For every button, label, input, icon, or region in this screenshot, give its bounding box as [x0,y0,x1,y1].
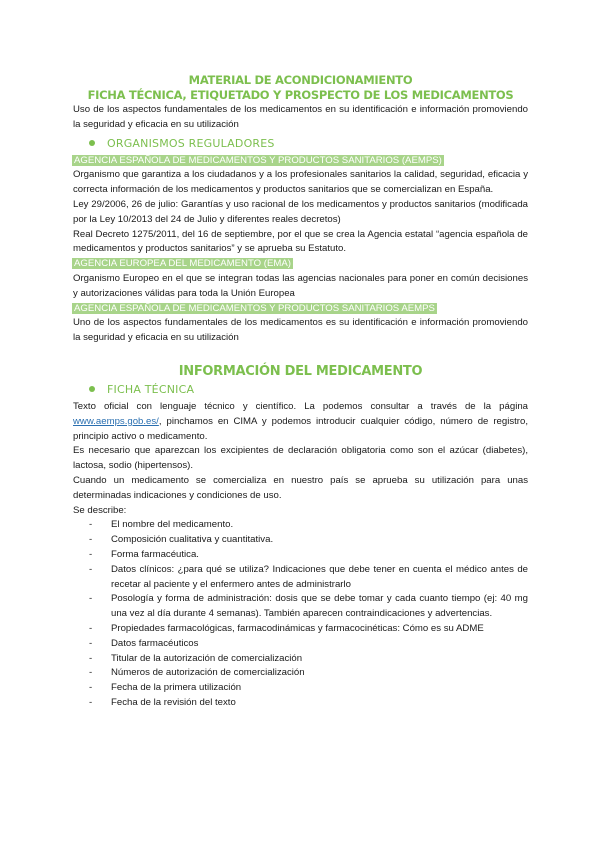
aemps-paragraph: Organismo que garantiza a los ciudadanos y a los profesionales sanitarios la calidad, seguridad, eficacia y correcta información de los medicamentos y productos sanitarios que se comercializan en España. [73,169,528,196]
comercializa-paragraph: Cuando un medicamento se comercializa en nuestro país se aprueba su utilización para unas determinadas indicaciones y condiciones de uso. [73,474,528,501]
intro-paragraph: Uso de los aspectos fundamentales de los medicamentos en su identificación e información promoviendo la seguridad y eficacia en su utilización [73,104,528,130]
info-section-title: INFORMACIÓN DEL MEDICAMENTO [178,363,423,379]
aemps-label: AGENCIA ESPAÑOLA DE MEDICAMENTOS Y PRODUCTOS SANITARIOS (AEMPS) [74,154,442,166]
section-ficha-heading [89,383,528,396]
ficha-paragraph [73,400,528,444]
excipientes-paragraph: Es necesario que aparezcan los excipientes de declaración obligatoria como son el azúcar (diabetes), lactosa, sodio (hipertensos). [73,445,528,472]
list-item: - Titular de la autorización de comercialización [73,652,528,667]
ema-label-line [73,257,528,272]
ficha-text-before: Texto oficial con lenguaje técnico y científico. La podemos consultar a través de la página [73,400,528,412]
ley-paragraph: Ley 29/2006, 26 de julio: Garantías y uso racional de los medicamentos y productos sanitarios (modificada por la Ley 10/2013 del 24 de Julio y diferentes reales decretos) [73,198,528,225]
ficha-heading-label: FICHA TÉCNICA [107,382,195,396]
aemps2-label: AGENCIA ESPAÑOLA DE MEDICAMENTOS Y PRODUCTOS SANITARIOS AEMPS [74,302,435,314]
document-subtitle: FICHA TÉCNICA, ETIQUETADO Y PROSPECTO DE LOS MEDICAMENTOS [87,88,514,102]
describe-list [73,518,528,710]
section-spacer [73,346,528,364]
list-item: - Forma farmacéutica. [73,548,528,563]
describe-label: Se describe: [73,504,127,516]
real-decreto-paragraph: Real Decreto 1275/2011, del 16 de septiembre, por el que se crea la Agencia estatal “agencia española de medicamentos y productos sanitarios” y se aprueba su Estatuto. [73,228,528,255]
list-item: - Fecha de la revisión del texto [73,696,528,711]
aemps-label-line [73,154,528,169]
list-item: - Composición cualitativa y cuantitativa. [73,533,528,548]
list-item: - Datos farmacéuticos [73,637,528,652]
list-item: - Números de autorización de comercialización [73,666,528,681]
document-content [73,73,528,711]
list-item: - Propiedades farmacológicas, farmacodinámicas y farmacocinéticas: Cómo es su ADME [73,622,528,637]
list-item: - Datos clínicos: ¿para qué se utiliza? Indicaciones que debe tener en cuenta el médico antes de recetar al paciente y el enfermero antes de administrarlo [73,563,528,593]
list-item: - Fecha de la primera utilización [73,681,528,696]
ema-paragraph: Organismo Europeo en el que se integran todas las agencias nacionales para poner en común decisiones y autorizaciones válidas para toda la Unión Europea [73,272,528,299]
aemps-link[interactable]: www.aemps.gob.es/ [73,415,159,427]
list-item: - Posología y forma de administración: dosis que se debe tomar y cada cuanto tiempo (ej: 40 mg una vez al día durante 4 semanas). También aparecen contraindicaciones y advertencias. [73,592,528,622]
aemps2-label-line [73,302,528,317]
aemps2-paragraph: Uno de los aspectos fundamentales de los medicamentos es su identificación e información promoviendo la seguridad y eficacia en su utilización [73,317,528,344]
organismos-heading-label: ORGANISMOS REGULADORES [107,136,275,150]
ema-label: AGENCIA EUROPEA DEL MEDICAMENTO (EMA) [74,258,291,270]
list-item: - El nombre del medicamento. [73,518,528,533]
ficha-text-after: , pinchamos en CIMA y podemos introducir cualquier código, número de registro, principio activo o medicamento. [73,415,528,442]
section-organismos-heading [89,137,528,150]
bullet-dot-icon [89,140,95,146]
bullet-dot-icon [89,386,95,392]
document-title: MATERIAL DE ACONDICIONAMIENTO [188,73,413,87]
